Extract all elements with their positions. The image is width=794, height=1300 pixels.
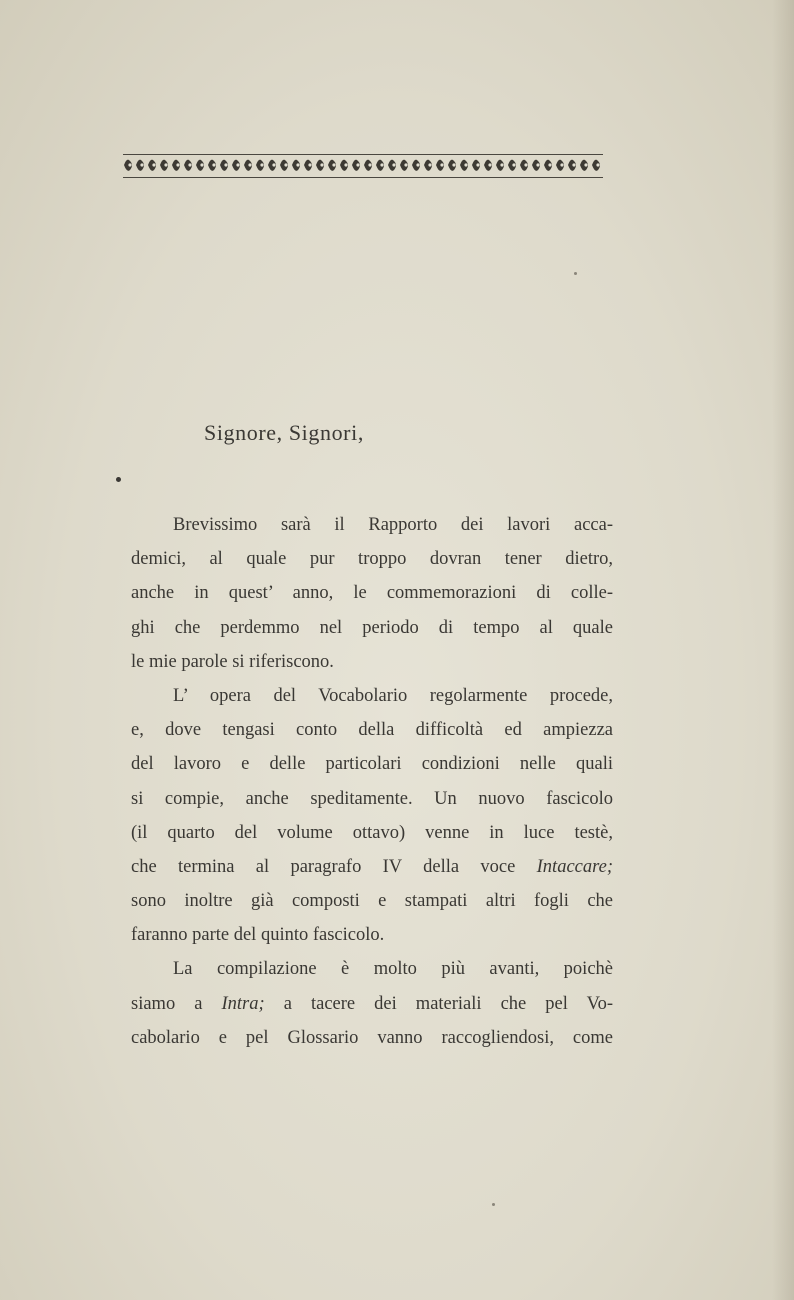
paper-speck — [492, 1203, 495, 1206]
ornament-motif — [424, 160, 432, 171]
header-ornament — [123, 150, 603, 182]
p1-line-4: ghi che perdemmo nel periodo di tempo al quale — [131, 617, 613, 638]
ornament-motif — [496, 160, 504, 171]
p3-line-3: cabolario e pel Glossario vanno raccogliendosi, come — [131, 1027, 613, 1048]
italic-intaccare: Intaccare; — [536, 856, 613, 877]
ornament-motif — [472, 160, 480, 171]
italic-intra: Intra; — [221, 993, 265, 1014]
ornament-motif — [568, 160, 576, 171]
ornament-motif — [484, 160, 492, 171]
ornament-motif — [280, 160, 288, 171]
p2-line-2: e, dove tengasi conto della difficoltà ed ampiezza — [131, 720, 613, 741]
ornament-motif — [400, 160, 408, 171]
p2-line-5: (il quarto del volume ottavo) venne in luce testè, — [131, 822, 613, 843]
ink-speck — [116, 477, 121, 482]
ornament-motif — [436, 160, 444, 171]
p2-line-4: si compie, anche speditamente. Un nuovo fascicolo — [131, 788, 613, 809]
ornament-motif — [340, 160, 348, 171]
ornament-motif — [220, 160, 228, 171]
ornament-motif — [124, 160, 132, 171]
ornament-motif — [508, 160, 516, 171]
p2-line-6-text: che termina al paragrafo IV della voce — [131, 856, 516, 877]
ornament-motif — [160, 160, 168, 171]
p1-line-1: Brevissimo sarà il Rapporto dei lavori acca- — [173, 515, 613, 535]
ornament-bottom-rule — [123, 177, 603, 178]
p2-line-6 — [131, 850, 613, 884]
ornament-motif — [352, 160, 360, 171]
ornament-motif — [364, 160, 372, 171]
p3-line-2-rest: a tacere dei materiali che pel Vo- — [283, 993, 614, 1014]
ornament-motif — [172, 160, 180, 171]
paper-speck — [574, 272, 577, 275]
p2-line-1: L’ opera del Vocabolario regolarmente procede, — [173, 685, 613, 706]
ornament-motif — [136, 160, 144, 171]
p3-line-1: La compilazione è molto più avanti, poichè — [173, 959, 613, 980]
ornament-motif — [520, 160, 528, 171]
p3-line-2 — [131, 987, 613, 1021]
p2-line-8: faranno parte del quinto fascicolo. — [131, 925, 385, 946]
ornament-motif — [376, 160, 384, 171]
page-edge-shadow — [772, 0, 794, 1300]
ornament-motif — [208, 160, 216, 171]
ornament-pattern — [123, 156, 603, 174]
ornament-motif — [268, 160, 276, 171]
ornament-motif — [244, 160, 252, 171]
ornament-motif — [448, 160, 456, 171]
p2-line-3: del lavoro e delle particolari condizioni nelle quali — [131, 754, 613, 775]
ornament-motif — [412, 160, 420, 171]
ornament-motif — [184, 160, 192, 171]
ornament-motif — [256, 160, 264, 171]
ornament-motif — [304, 160, 312, 171]
ornament-motif — [328, 160, 336, 171]
ornament-motif — [460, 160, 468, 171]
salutation: Signore, Signori, — [204, 420, 364, 445]
p1-line-3: anche in quest’ anno, le commemorazioni di colle- — [131, 583, 613, 604]
p3-line-2-text: siamo a — [131, 993, 203, 1014]
ornament-motif — [532, 160, 540, 171]
ornament-top-rule — [123, 154, 603, 155]
ornament-motif — [592, 160, 600, 171]
ornament-motif — [388, 160, 396, 171]
ornament-motif — [148, 160, 156, 171]
body-text — [131, 508, 613, 1055]
ornament-motif — [580, 160, 588, 171]
ornament-motif — [292, 160, 300, 171]
ornament-motif — [556, 160, 564, 171]
ornament-motif — [196, 160, 204, 171]
ornament-motif — [544, 160, 552, 171]
p2-line-7: sono inoltre già composti e stampati altri fogli che — [131, 891, 613, 912]
ornament-motif — [232, 160, 240, 171]
p1-line-2: demici, al quale pur troppo dovran tener dietro, — [131, 549, 613, 570]
p1-line-5: le mie parole si riferiscono. — [131, 651, 334, 672]
ornament-motif — [316, 160, 324, 171]
